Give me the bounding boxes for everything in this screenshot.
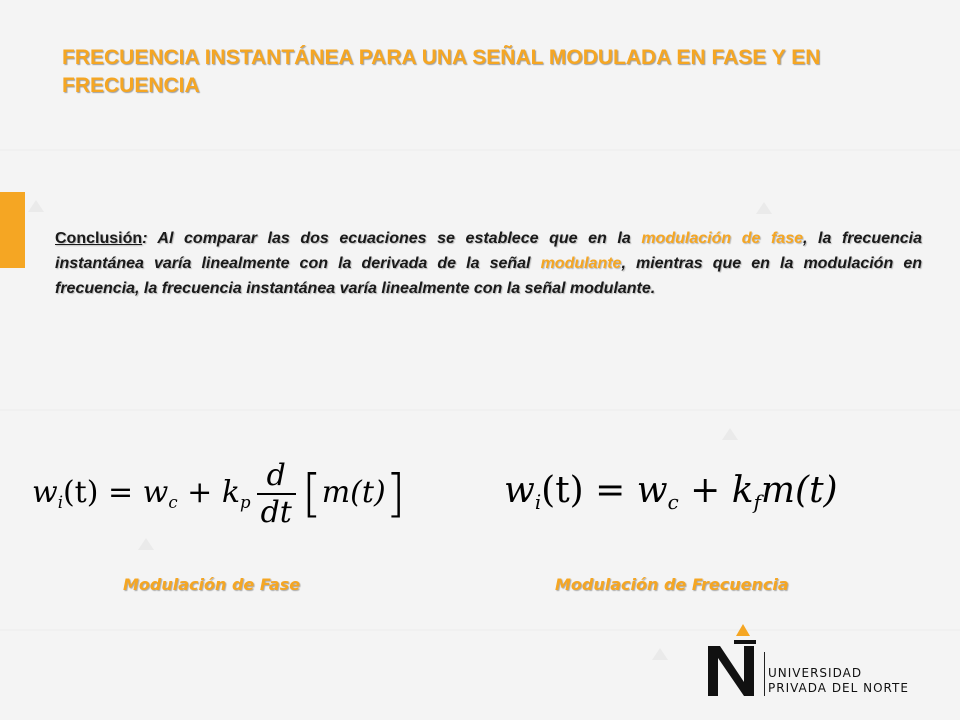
eq1-frac-num: d	[257, 458, 296, 495]
eq1-k: k	[221, 475, 240, 510]
university-logo	[700, 622, 940, 700]
eq1-lhs-sub: i	[57, 492, 63, 512]
university-name-line-2: PRIVADA DEL NORTE	[768, 681, 909, 695]
conclusion-highlight-modulante: modulante	[540, 255, 622, 272]
caption-phase-modulation: Modulación de Fase	[123, 575, 301, 594]
eq2-lhs-sub: i	[534, 490, 542, 514]
eq1-k-sub: p	[240, 492, 251, 512]
eq1-bracket-open: [	[301, 464, 322, 524]
eq1-plus: +	[177, 475, 222, 510]
eq1-bracket-close: ]	[385, 464, 406, 524]
eq2-carrier: w	[636, 470, 668, 511]
eq1-derivative-fraction	[257, 458, 296, 530]
university-name-line-1: UNIVERSIDAD	[768, 666, 863, 680]
upn-n-logo-icon	[700, 622, 760, 700]
eq1-body: m(t)	[321, 475, 386, 510]
conclusion-text-2: , la frecuencia instantánea varía linealmente con la derivada de la señal	[55, 230, 923, 272]
caption-frequency-modulation: Modulación de Frecuencia	[555, 575, 789, 594]
eq2-k-sub: f	[753, 490, 761, 514]
eq2-k: k	[731, 470, 754, 511]
eq2-carrier-sub: c	[667, 490, 679, 514]
conclusion-label: Conclusión	[55, 230, 143, 247]
accent-bar	[0, 192, 25, 268]
eq1-lhs: w	[32, 475, 58, 510]
frequency-modulation-equation	[504, 470, 838, 514]
conclusion-text-3: , mientras que en la modulación en frecuencia, la frecuencia instantánea varía linealmente con la señal modulante.	[55, 255, 922, 297]
conclusion-highlight-phase: modulación de fase	[641, 230, 803, 247]
phase-modulation-equation	[32, 458, 406, 530]
logo-divider	[764, 652, 765, 696]
university-name	[768, 666, 909, 696]
eq1-frac-den: dt	[260, 495, 292, 530]
eq2-lhs-arg: (t) =	[541, 470, 637, 511]
eq1-carrier-sub: c	[168, 492, 178, 512]
eq2-lhs: w	[504, 470, 535, 511]
eq1-lhs-arg: (t) =	[62, 475, 143, 510]
eq2-plus: +	[678, 470, 732, 511]
conclusion-text-1: : Al comparar las dos ecuaciones se establece que en la	[142, 230, 642, 247]
eq2-body: m(t)	[760, 470, 838, 511]
conclusion-paragraph	[55, 226, 922, 301]
eq1-carrier: w	[142, 475, 169, 510]
slide-title: FRECUENCIA INSTANTÁNEA PARA UNA SEÑAL MODULADA EN FASE Y EN FRECUENCIA	[62, 46, 821, 97]
